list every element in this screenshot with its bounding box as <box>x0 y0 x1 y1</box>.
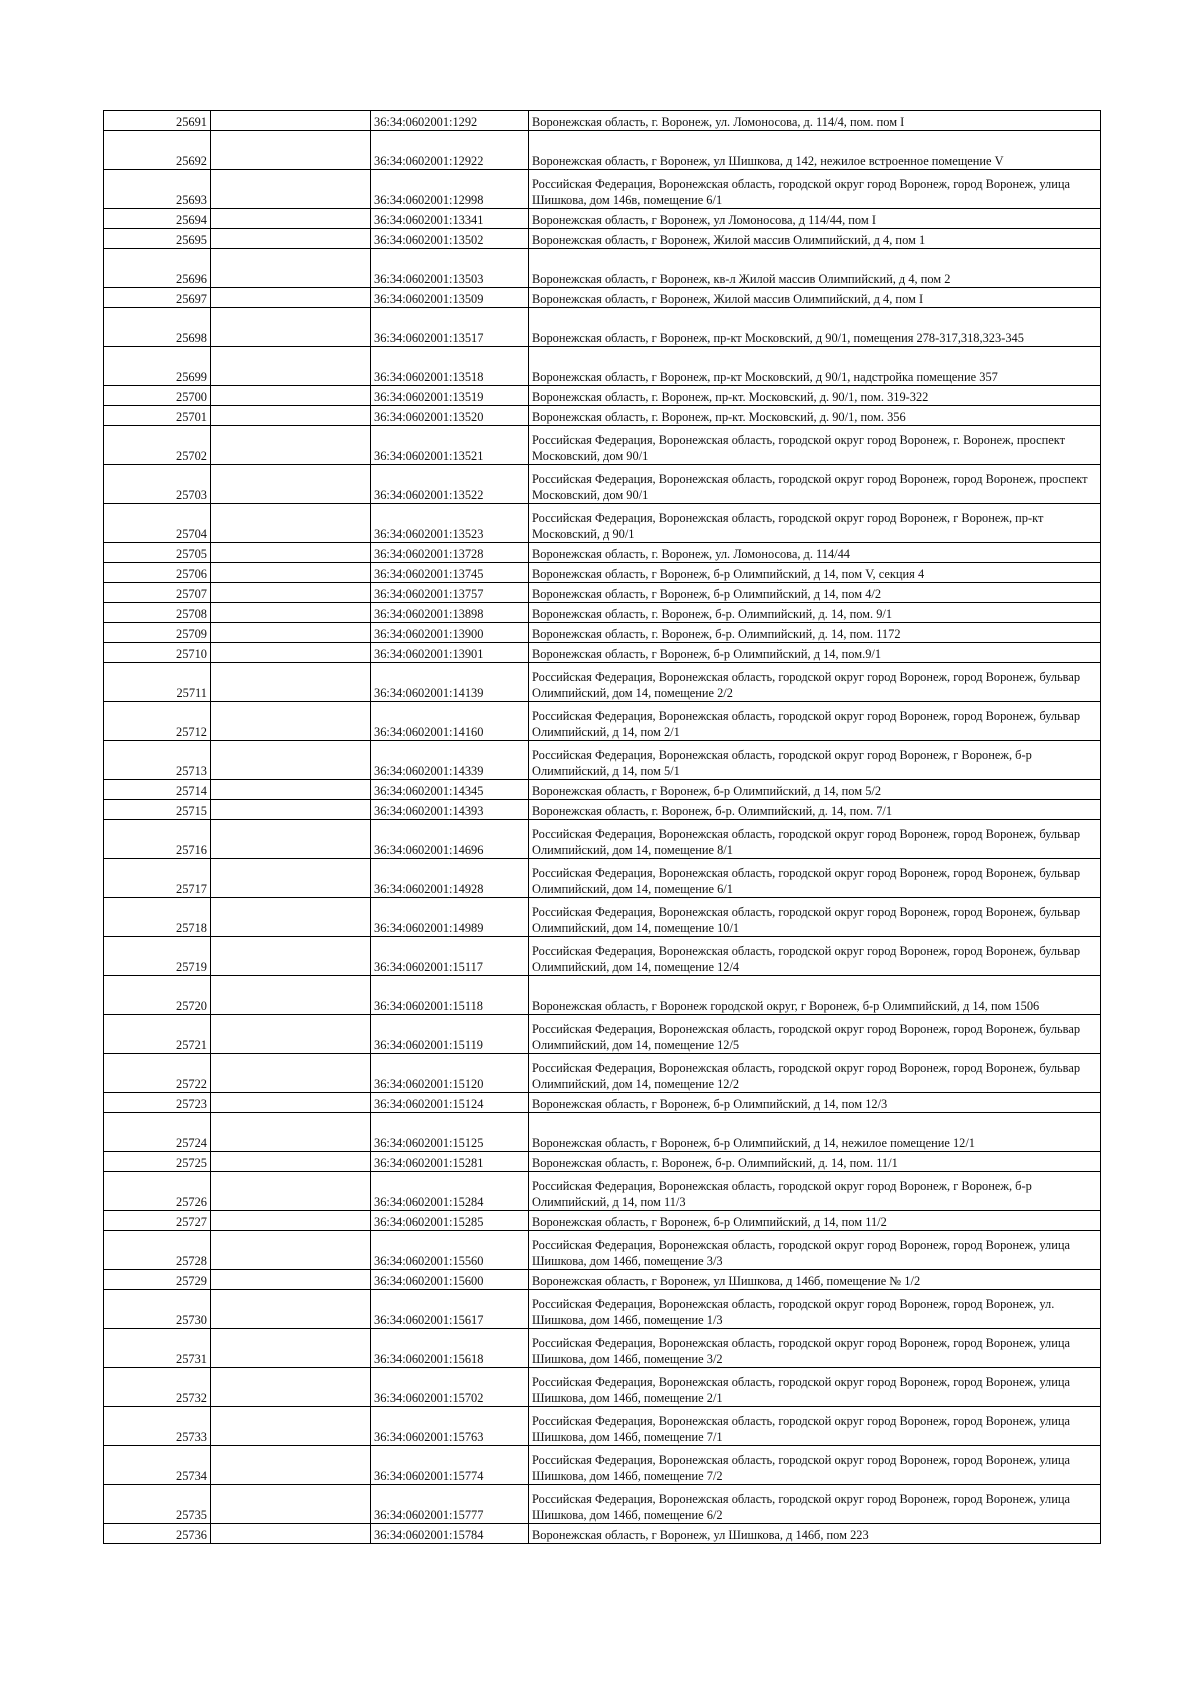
empty-cell <box>211 820 371 859</box>
cadastral-number-cell: 36:34:0602001:13728 <box>371 543 529 563</box>
address-cell: Воронежская область, г Воронеж, ул Шишкова, д 146б, помещение № 1/2 <box>529 1270 1101 1290</box>
address-cell: Воронежская область, г Воронеж, пр-кт Московский, д 90/1, надстройка помещение 357 <box>529 347 1101 386</box>
cadastral-number-cell: 36:34:0602001:15118 <box>371 976 529 1015</box>
table-row <box>104 111 1101 131</box>
empty-cell <box>211 131 371 170</box>
row-number-cell: 25691 <box>104 111 211 131</box>
document-page <box>103 110 1100 1544</box>
table-row <box>104 702 1101 741</box>
cadastral-number-cell: 36:34:0602001:13519 <box>371 386 529 406</box>
empty-cell <box>211 643 371 663</box>
address-cell: Российская Федерация, Воронежская область, городской округ город Воронеж, город Воронеж, улица Шишкова, дом 146б, помещение 7/1 <box>529 1407 1101 1446</box>
empty-cell <box>211 976 371 1015</box>
cadastral-number-cell: 36:34:0602001:13757 <box>371 583 529 603</box>
table-row <box>104 1054 1101 1093</box>
table-row <box>104 820 1101 859</box>
row-number-cell: 25731 <box>104 1329 211 1368</box>
row-number-cell: 25704 <box>104 504 211 543</box>
row-number-cell: 25703 <box>104 465 211 504</box>
row-number-cell: 25725 <box>104 1152 211 1172</box>
table-row <box>104 1093 1101 1113</box>
cadastral-number-cell: 36:34:0602001:15600 <box>371 1270 529 1290</box>
address-cell: Российская Федерация, Воронежская область, городской округ город Воронеж, город Воронеж, улица Шишкова, дом 146б, помещение 7/2 <box>529 1446 1101 1485</box>
address-cell: Российская Федерация, Воронежская область, городской округ город Воронеж, город Воронеж, ул. Шишкова, дом 146б, помещение 1/3 <box>529 1290 1101 1329</box>
row-number-cell: 25709 <box>104 623 211 643</box>
address-cell: Российская Федерация, Воронежская область, городской округ город Воронеж, г Воронеж, б-р Олимпийский, д 14, пом 11/3 <box>529 1172 1101 1211</box>
table-row <box>104 859 1101 898</box>
row-number-cell: 25701 <box>104 406 211 426</box>
table-row <box>104 288 1101 308</box>
table-row <box>104 1152 1101 1172</box>
table-row <box>104 1172 1101 1211</box>
row-number-cell: 25714 <box>104 780 211 800</box>
table-row <box>104 1211 1101 1231</box>
address-cell: Воронежская область, г Воронеж, ул Ломоносова, д 114/44, пом I <box>529 209 1101 229</box>
table-row <box>104 643 1101 663</box>
address-cell: Российская Федерация, Воронежская область, городской округ город Воронеж, город Воронеж, бульвар Олимпийский, дом 14, помещение 6/1 <box>529 859 1101 898</box>
cadastral-number-cell: 36:34:0602001:15763 <box>371 1407 529 1446</box>
address-cell: Воронежская область, г. Воронеж, б-р. Олимпийский, д. 14, пом. 11/1 <box>529 1152 1101 1172</box>
cadastral-number-cell: 36:34:0602001:15774 <box>371 1446 529 1485</box>
cadastral-number-cell: 36:34:0602001:15284 <box>371 1172 529 1211</box>
cadastral-number-cell: 36:34:0602001:15117 <box>371 937 529 976</box>
row-number-cell: 25694 <box>104 209 211 229</box>
row-number-cell: 25713 <box>104 741 211 780</box>
table-row <box>104 386 1101 406</box>
empty-cell <box>211 347 371 386</box>
empty-cell <box>211 386 371 406</box>
empty-cell <box>211 780 371 800</box>
address-cell: Воронежская область, г Воронеж, б-р Олимпийский, д 14, пом V, секция 4 <box>529 563 1101 583</box>
row-number-cell: 25724 <box>104 1113 211 1152</box>
row-number-cell: 25715 <box>104 800 211 820</box>
empty-cell <box>211 702 371 741</box>
table-row <box>104 1290 1101 1329</box>
row-number-cell: 25712 <box>104 702 211 741</box>
table-row <box>104 1231 1101 1270</box>
table-row <box>104 937 1101 976</box>
empty-cell <box>211 1113 371 1152</box>
row-number-cell: 25734 <box>104 1446 211 1485</box>
address-cell: Российская Федерация, Воронежская область, городской округ город Воронеж, город Воронеж, улица Шишкова, дом 146б, помещение 2/1 <box>529 1368 1101 1407</box>
address-cell: Российская Федерация, Воронежская область, городской округ город Воронеж, город Воронеж, бульвар Олимпийский, дом 14, помещение 2/2 <box>529 663 1101 702</box>
table-row <box>104 543 1101 563</box>
row-number-cell: 25721 <box>104 1015 211 1054</box>
row-number-cell: 25733 <box>104 1407 211 1446</box>
address-cell: Воронежская область, г. Воронеж, б-р. Олимпийский, д. 14, пом. 1172 <box>529 623 1101 643</box>
address-cell: Российская Федерация, Воронежская область, городской округ город Воронеж, город Воронеж, бульвар Олимпийский, дом 14, помещение 12/2 <box>529 1054 1101 1093</box>
cadastral-number-cell: 36:34:0602001:15119 <box>371 1015 529 1054</box>
empty-cell <box>211 209 371 229</box>
cadastral-number-cell: 36:34:0602001:13901 <box>371 643 529 663</box>
cadastral-number-cell: 36:34:0602001:14339 <box>371 741 529 780</box>
empty-cell <box>211 859 371 898</box>
empty-cell <box>211 1368 371 1407</box>
empty-cell <box>211 288 371 308</box>
row-number-cell: 25727 <box>104 1211 211 1231</box>
row-number-cell: 25693 <box>104 170 211 209</box>
empty-cell <box>211 1015 371 1054</box>
empty-cell <box>211 308 371 347</box>
empty-cell <box>211 1485 371 1524</box>
empty-cell <box>211 663 371 702</box>
address-cell: Российская Федерация, Воронежская область, городской округ город Воронеж, город Воронеж, улица Шишкова, дом 146б, помещение 6/2 <box>529 1485 1101 1524</box>
address-cell: Воронежская область, г. Воронеж, пр-кт. Московский, д. 90/1, пом. 319-322 <box>529 386 1101 406</box>
cadastral-number-cell: 36:34:0602001:15618 <box>371 1329 529 1368</box>
empty-cell <box>211 249 371 288</box>
row-number-cell: 25718 <box>104 898 211 937</box>
address-cell: Российская Федерация, Воронежская область, городской округ город Воронеж, город Воронеж, бульвар Олимпийский, дом 14, помещение 12/5 <box>529 1015 1101 1054</box>
table-row <box>104 308 1101 347</box>
address-cell: Воронежская область, г Воронеж, б-р Олимпийский, д 14, нежилое помещение 12/1 <box>529 1113 1101 1152</box>
address-cell: Российская Федерация, Воронежская область, городской округ город Воронеж, город Воронеж, улица Шишкова, дом 146б, помещение 3/2 <box>529 1329 1101 1368</box>
address-cell: Воронежская область, г Воронеж, ул Шишкова, д 146б, пом 223 <box>529 1524 1101 1544</box>
empty-cell <box>211 1231 371 1270</box>
empty-cell <box>211 426 371 465</box>
cadastral-number-cell: 36:34:0602001:15281 <box>371 1152 529 1172</box>
cadastral-number-cell: 36:34:0602001:14989 <box>371 898 529 937</box>
table-row <box>104 1524 1101 1544</box>
cadastral-number-cell: 36:34:0602001:13745 <box>371 563 529 583</box>
address-cell: Воронежская область, г Воронеж, б-р Олимпийский, д 14, пом.9/1 <box>529 643 1101 663</box>
empty-cell <box>211 603 371 623</box>
row-number-cell: 25716 <box>104 820 211 859</box>
table-row <box>104 603 1101 623</box>
cadastral-number-cell: 36:34:0602001:15124 <box>371 1093 529 1113</box>
property-registry-table <box>103 110 1101 1544</box>
row-number-cell: 25726 <box>104 1172 211 1211</box>
empty-cell <box>211 229 371 249</box>
empty-cell <box>211 111 371 131</box>
table-row <box>104 1485 1101 1524</box>
empty-cell <box>211 1172 371 1211</box>
row-number-cell: 25711 <box>104 663 211 702</box>
table-row <box>104 583 1101 603</box>
cadastral-number-cell: 36:34:0602001:13517 <box>371 308 529 347</box>
address-cell: Воронежская область, г Воронеж городской округ, г Воронеж, б-р Олимпийский, д 14, пом 1506 <box>529 976 1101 1015</box>
row-number-cell: 25696 <box>104 249 211 288</box>
table-row <box>104 426 1101 465</box>
cadastral-number-cell: 36:34:0602001:15617 <box>371 1290 529 1329</box>
address-cell: Российская Федерация, Воронежская область, городской округ город Воронеж, город Воронеж, бульвар Олимпийский, дом 14, помещение 8/1 <box>529 820 1101 859</box>
cadastral-number-cell: 36:34:0602001:14345 <box>371 780 529 800</box>
empty-cell <box>211 741 371 780</box>
cadastral-number-cell: 36:34:0602001:15560 <box>371 1231 529 1270</box>
empty-cell <box>211 170 371 209</box>
empty-cell <box>211 1407 371 1446</box>
table-row <box>104 741 1101 780</box>
cadastral-number-cell: 36:34:0602001:15125 <box>371 1113 529 1152</box>
address-cell: Российская Федерация, Воронежская область, городской округ город Воронеж, город Воронеж, улица Шишкова, дом 146в, помещение 6/1 <box>529 170 1101 209</box>
empty-cell <box>211 800 371 820</box>
table-row <box>104 1407 1101 1446</box>
empty-cell <box>211 543 371 563</box>
row-number-cell: 25697 <box>104 288 211 308</box>
table-row <box>104 1270 1101 1290</box>
empty-cell <box>211 937 371 976</box>
address-cell: Воронежская область, г Воронеж, кв-л Жилой массив Олимпийский, д 4, пом 2 <box>529 249 1101 288</box>
table-row <box>104 504 1101 543</box>
row-number-cell: 25706 <box>104 563 211 583</box>
row-number-cell: 25719 <box>104 937 211 976</box>
table-row <box>104 229 1101 249</box>
table-row <box>104 1368 1101 1407</box>
row-number-cell: 25717 <box>104 859 211 898</box>
row-number-cell: 25722 <box>104 1054 211 1093</box>
table-row <box>104 249 1101 288</box>
address-cell: Воронежская область, г Воронеж, б-р Олимпийский, д 14, пом 12/3 <box>529 1093 1101 1113</box>
table-row <box>104 976 1101 1015</box>
address-cell: Российская Федерация, Воронежская область, городской округ город Воронеж, город Воронеж, улица Шишкова, дом 146б, помещение 3/3 <box>529 1231 1101 1270</box>
table-row <box>104 563 1101 583</box>
row-number-cell: 25692 <box>104 131 211 170</box>
empty-cell <box>211 583 371 603</box>
empty-cell <box>211 504 371 543</box>
address-cell: Воронежская область, г Воронеж, б-р Олимпийский, д 14, пом 4/2 <box>529 583 1101 603</box>
address-cell: Воронежская область, г. Воронеж, б-р. Олимпийский, д. 14, пом. 7/1 <box>529 800 1101 820</box>
row-number-cell: 25699 <box>104 347 211 386</box>
cadastral-number-cell: 36:34:0602001:15777 <box>371 1485 529 1524</box>
cadastral-number-cell: 36:34:0602001:12998 <box>371 170 529 209</box>
address-cell: Воронежская область, г. Воронеж, ул. Ломоносова, д. 114/4, пом. пом I <box>529 111 1101 131</box>
cadastral-number-cell: 36:34:0602001:13900 <box>371 623 529 643</box>
row-number-cell: 25700 <box>104 386 211 406</box>
row-number-cell: 25728 <box>104 1231 211 1270</box>
address-cell: Российская Федерация, Воронежская область, городской округ город Воронеж, г Воронеж, б-р Олимпийский, д 14, пом 5/1 <box>529 741 1101 780</box>
address-cell: Российская Федерация, Воронежская область, городской округ город Воронеж, город Воронеж, бульвар Олимпийский, дом 14, помещение 12/4 <box>529 937 1101 976</box>
cadastral-number-cell: 36:34:0602001:14160 <box>371 702 529 741</box>
table-row <box>104 1113 1101 1152</box>
table-row <box>104 800 1101 820</box>
address-cell: Российская Федерация, Воронежская область, городской округ город Воронеж, город Воронеж, бульвар Олимпийский, дом 14, помещение 10/1 <box>529 898 1101 937</box>
empty-cell <box>211 563 371 583</box>
row-number-cell: 25705 <box>104 543 211 563</box>
row-number-cell: 25723 <box>104 1093 211 1113</box>
row-number-cell: 25702 <box>104 426 211 465</box>
table-row <box>104 623 1101 643</box>
cadastral-number-cell: 36:34:0602001:14928 <box>371 859 529 898</box>
cadastral-number-cell: 36:34:0602001:15285 <box>371 1211 529 1231</box>
row-number-cell: 25707 <box>104 583 211 603</box>
cadastral-number-cell: 36:34:0602001:13521 <box>371 426 529 465</box>
empty-cell <box>211 406 371 426</box>
cadastral-number-cell: 36:34:0602001:12922 <box>371 131 529 170</box>
cadastral-number-cell: 36:34:0602001:13341 <box>371 209 529 229</box>
address-cell: Российская Федерация, Воронежская область, городской округ город Воронеж, город Воронеж, бульвар Олимпийский, д 14, пом 2/1 <box>529 702 1101 741</box>
empty-cell <box>211 1446 371 1485</box>
table-row <box>104 663 1101 702</box>
table-row <box>104 406 1101 426</box>
table-row <box>104 347 1101 386</box>
table-row <box>104 465 1101 504</box>
empty-cell <box>211 898 371 937</box>
address-cell: Воронежская область, г Воронеж, б-р Олимпийский, д 14, пом 5/2 <box>529 780 1101 800</box>
cadastral-number-cell: 36:34:0602001:14393 <box>371 800 529 820</box>
row-number-cell: 25708 <box>104 603 211 623</box>
empty-cell <box>211 1054 371 1093</box>
cadastral-number-cell: 36:34:0602001:15120 <box>371 1054 529 1093</box>
cadastral-number-cell: 36:34:0602001:14139 <box>371 663 529 702</box>
empty-cell <box>211 1270 371 1290</box>
address-cell: Воронежская область, г Воронеж, ул Шишкова, д 142, нежилое встроенное помещение V <box>529 131 1101 170</box>
address-cell: Воронежская область, г Воронеж, пр-кт Московский, д 90/1, помещения 278-317,318,323-345 <box>529 308 1101 347</box>
cadastral-number-cell: 36:34:0602001:15784 <box>371 1524 529 1544</box>
empty-cell <box>211 1290 371 1329</box>
address-cell: Воронежская область, г Воронеж, Жилой массив Олимпийский, д 4, пом I <box>529 288 1101 308</box>
row-number-cell: 25735 <box>104 1485 211 1524</box>
empty-cell <box>211 1093 371 1113</box>
address-cell: Воронежская область, г. Воронеж, пр-кт. Московский, д. 90/1, пом. 356 <box>529 406 1101 426</box>
address-cell: Российская Федерация, Воронежская область, городской округ город Воронеж, город Воронеж, проспект Московский, дом 90/1 <box>529 465 1101 504</box>
cadastral-number-cell: 36:34:0602001:13503 <box>371 249 529 288</box>
empty-cell <box>211 1329 371 1368</box>
row-number-cell: 25710 <box>104 643 211 663</box>
table-row <box>104 209 1101 229</box>
cadastral-number-cell: 36:34:0602001:13522 <box>371 465 529 504</box>
registry-table-body <box>104 111 1101 1544</box>
row-number-cell: 25698 <box>104 308 211 347</box>
cadastral-number-cell: 36:34:0602001:1292 <box>371 111 529 131</box>
empty-cell <box>211 1152 371 1172</box>
empty-cell <box>211 623 371 643</box>
cadastral-number-cell: 36:34:0602001:15702 <box>371 1368 529 1407</box>
cadastral-number-cell: 36:34:0602001:13520 <box>371 406 529 426</box>
row-number-cell: 25720 <box>104 976 211 1015</box>
row-number-cell: 25736 <box>104 1524 211 1544</box>
table-row <box>104 1329 1101 1368</box>
cadastral-number-cell: 36:34:0602001:13898 <box>371 603 529 623</box>
address-cell: Воронежская область, г Воронеж, б-р Олимпийский, д 14, пом 11/2 <box>529 1211 1101 1231</box>
table-row <box>104 780 1101 800</box>
address-cell: Воронежская область, г. Воронеж, б-р. Олимпийский, д. 14, пом. 9/1 <box>529 603 1101 623</box>
row-number-cell: 25695 <box>104 229 211 249</box>
row-number-cell: 25732 <box>104 1368 211 1407</box>
empty-cell <box>211 1211 371 1231</box>
table-row <box>104 1015 1101 1054</box>
cadastral-number-cell: 36:34:0602001:14696 <box>371 820 529 859</box>
address-cell: Воронежская область, г. Воронеж, ул. Ломоносова, д. 114/44 <box>529 543 1101 563</box>
address-cell: Воронежская область, г Воронеж, Жилой массив Олимпийский, д 4, пом 1 <box>529 229 1101 249</box>
address-cell: Российская Федерация, Воронежская область, городской округ город Воронеж, г. Воронеж, проспект Московский, дом 90/1 <box>529 426 1101 465</box>
cadastral-number-cell: 36:34:0602001:13502 <box>371 229 529 249</box>
cadastral-number-cell: 36:34:0602001:13518 <box>371 347 529 386</box>
row-number-cell: 25730 <box>104 1290 211 1329</box>
table-row <box>104 898 1101 937</box>
table-row <box>104 131 1101 170</box>
cadastral-number-cell: 36:34:0602001:13523 <box>371 504 529 543</box>
cadastral-number-cell: 36:34:0602001:13509 <box>371 288 529 308</box>
empty-cell <box>211 1524 371 1544</box>
empty-cell <box>211 465 371 504</box>
address-cell: Российская Федерация, Воронежская область, городской округ город Воронеж, г Воронеж, пр-кт Московский, д 90/1 <box>529 504 1101 543</box>
table-row <box>104 1446 1101 1485</box>
row-number-cell: 25729 <box>104 1270 211 1290</box>
table-row <box>104 170 1101 209</box>
